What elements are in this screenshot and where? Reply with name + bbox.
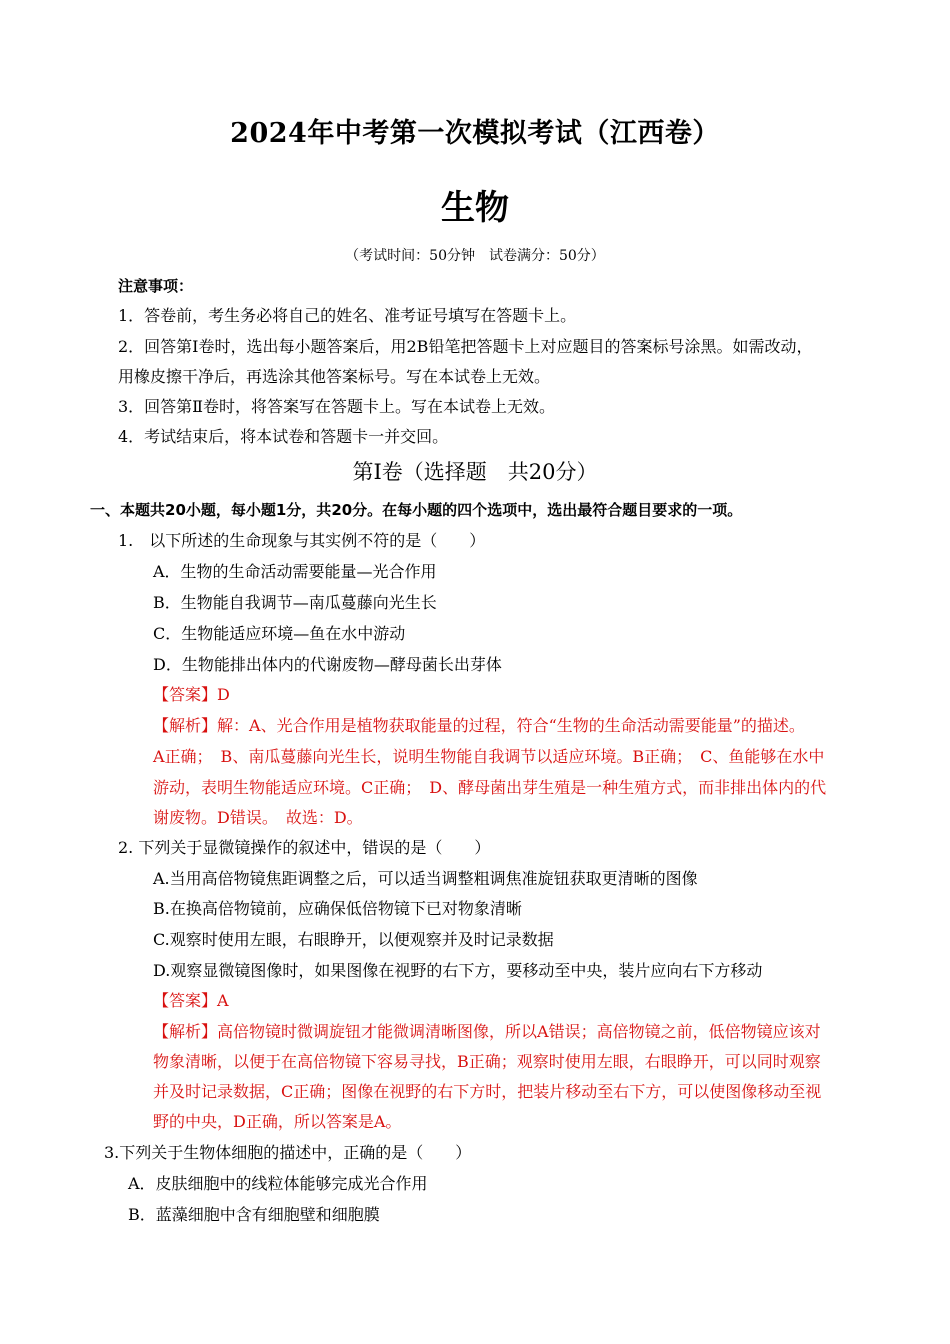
- question-2-option-a: A.当用高倍物镜焦距调整之后，可以适当调整粗调焦准旋钮获取更清晰的图像: [153, 869, 698, 888]
- analysis-text: 解：A、光合作用是植物获取能量的过程，符合“生物的生命活动需要能量”的描述。: [217, 716, 805, 735]
- notice-heading: 注意事项：: [118, 277, 194, 295]
- question-1-analysis-line-3: 游动，表明生物能适应环境。C正确； D、酵母菌出芽生殖是一种生殖方式，而非排出体内的代: [153, 778, 827, 797]
- notice-item-4: 4．考试结束后，将本试卷和答题卡一并交回。: [118, 427, 449, 446]
- subject-title: 生物: [441, 188, 509, 228]
- question-2-stem: 2. 下列关于显微镜操作的叙述中，错误的是（ ）: [118, 838, 491, 857]
- notice-item-1: 1．答卷前，考生务必将自己的姓名、准考证号填写在答题卡上。: [118, 306, 577, 325]
- analysis-label: 【解析】: [153, 1022, 218, 1041]
- question-2-analysis-line-3: 并及时记录数据，C正确；图像在视野的右下方时，把装片移动至右下方，可以使图像移动至视: [153, 1082, 822, 1101]
- answer-value: D: [217, 685, 230, 704]
- question-1-analysis-line-1: [153, 716, 805, 736]
- answer-label: 【答案】: [153, 991, 218, 1010]
- question-1-analysis-line-4: 谢废物。D错误。 故选：D。: [153, 808, 363, 827]
- question-2-option-d: D.观察显微镜图像时，如果图像在视野的右下方，要移动至中央，装片应向右下方移动: [153, 961, 763, 980]
- question-2-answer: [153, 991, 229, 1011]
- question-1-stem: 1. 以下所述的生命现象与其实例不符的是（ ）: [118, 531, 486, 550]
- question-2-analysis-line-1: [153, 1022, 821, 1042]
- analysis-text: 高倍物镜时微调旋钮才能微调清晰图像，所以A错误；高倍物镜之前，低倍物镜应该对: [217, 1022, 821, 1041]
- notice-item-2-cont: 用橡皮擦干净后，再选涂其他答案标号。写在本试卷上无效。: [118, 367, 551, 386]
- answer-value: A: [217, 991, 229, 1010]
- question-1-option-c: C．生物能适应环境—鱼在水中游动: [153, 624, 406, 643]
- question-1-analysis-line-2: A正确； B、南瓜蔓藤向光生长，说明生物能自我调节以适应环境。B正确； C、鱼能够在水中: [153, 747, 825, 766]
- question-2-option-b: B.在换高倍物镜前，应确保低倍物镜下已对物象清晰: [153, 899, 522, 918]
- question-3-option-b: B．蓝藻细胞中含有细胞壁和细胞膜: [128, 1205, 380, 1224]
- exam-title: 2024年中考第一次模拟考试（江西卷）: [230, 118, 720, 149]
- question-1-answer: [153, 685, 230, 705]
- answer-label: 【答案】: [153, 685, 218, 704]
- question-3-option-a: A．皮肤细胞中的线粒体能够完成光合作用: [128, 1174, 428, 1193]
- question-3-stem: 3.下列关于生物体细胞的描述中，正确的是（ ）: [104, 1143, 472, 1162]
- part-heading: 一、本题共20小题，每小题1分，共20分。在每小题的四个选项中，选出最符合题目要求的一项。: [90, 501, 743, 519]
- notice-item-2: 2．回答第Ⅰ卷时，选出每小题答案后，用2B铅笔把答题卡上对应题目的答案标号涂黑。如需改动，: [118, 337, 813, 356]
- notice-item-3: 3．回答第Ⅱ卷时，将答案写在答题卡上。写在本试卷上无效。: [118, 397, 556, 416]
- question-2-analysis-line-4: 野的中央，D正确，所以答案是A。: [153, 1112, 402, 1131]
- question-2-analysis-line-2: 物象清晰，以便于在高倍物镜下容易寻找，B正确；观察时使用左眼，右眼睁开，可以同时观察: [153, 1052, 821, 1071]
- question-1-option-d: D．生物能排出体内的代谢废物—酵母菌长出芽体: [153, 655, 502, 674]
- question-1-option-a: A．生物的生命活动需要能量—光合作用: [153, 562, 437, 581]
- question-1-option-b: B．生物能自我调节—南瓜蔓藤向光生长: [153, 593, 437, 612]
- analysis-label: 【解析】: [153, 716, 218, 735]
- section-title: 第Ⅰ卷（选择题 共20分）: [352, 460, 598, 484]
- exam-info: （考试时间：50分钟 试卷满分：50分）: [345, 248, 605, 264]
- question-2-option-c: C.观察时使用左眼，右眼睁开，以便观察并及时记录数据: [153, 930, 554, 949]
